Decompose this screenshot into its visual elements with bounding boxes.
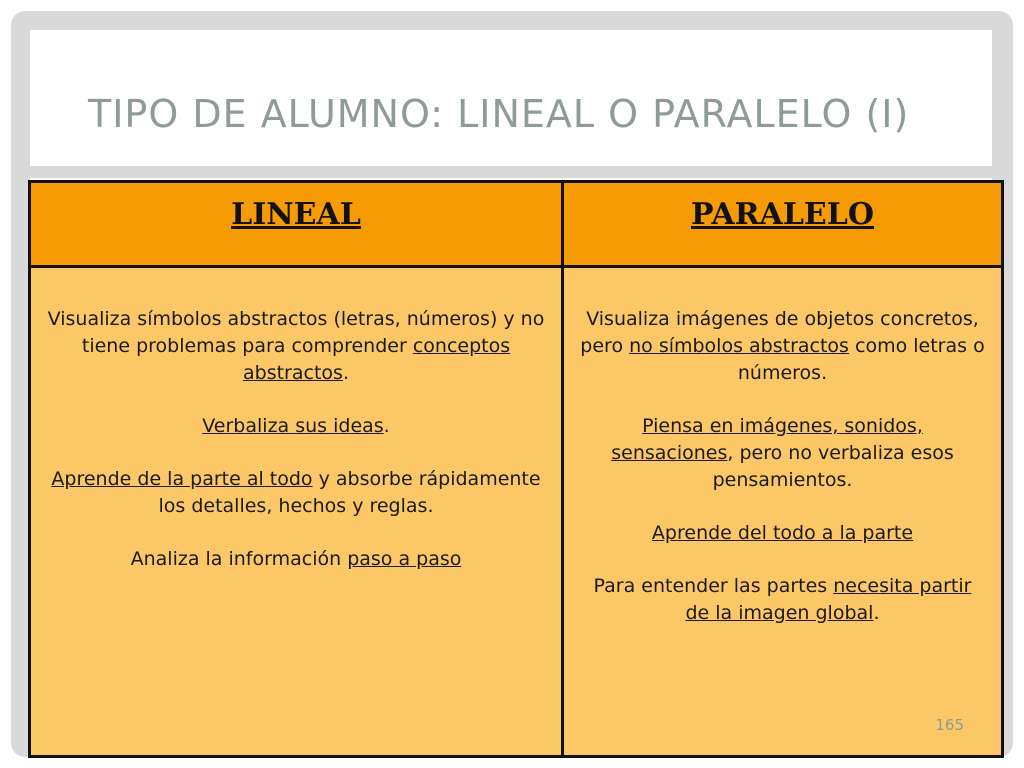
lineal-point-4-underlined: paso a paso — [347, 548, 462, 570]
lineal-point-2 — [47, 413, 545, 440]
paralelo-point-4-end: . — [873, 602, 880, 624]
lineal-point-2-end: . — [383, 415, 390, 437]
paralelo-point-4 — [580, 573, 985, 627]
lineal-point-3 — [47, 466, 545, 520]
paralelo-point-2-text: , pero no verbaliza esos pensamientos. — [712, 442, 954, 491]
paralelo-point-1 — [580, 306, 985, 387]
lineal-point-1-text: Visualiza símbolos abstractos (letras, números) y no tiene problemas para comprender — [47, 308, 545, 357]
paralelo-point-1-end: como letras o números. — [737, 335, 985, 384]
paralelo-cell — [563, 267, 1003, 757]
header-cell-paralelo — [563, 182, 1003, 267]
page-number: 165 — [935, 716, 964, 734]
table-body-row — [30, 267, 1003, 757]
paralelo-point-2 — [580, 413, 985, 494]
header-paralelo: PARALELO — [690, 197, 875, 232]
title-band-divider — [30, 166, 992, 178]
header-cell-lineal — [30, 182, 563, 267]
lineal-point-3-text: y absorbe rápidamente los detalles, hechos y reglas. — [158, 468, 541, 517]
lineal-point-1-end: . — [342, 362, 349, 384]
paralelo-point-4-underlined: necesita partir de la imagen global — [685, 575, 972, 624]
paralelo-point-2-underlined: Piensa en imágenes, sonidos, sensaciones — [611, 415, 923, 464]
lineal-point-2-underlined: Verbaliza sus ideas — [202, 415, 384, 437]
comparison-table — [28, 180, 1004, 758]
paralelo-point-3-underlined: Aprende del todo a la parte — [651, 522, 914, 544]
paralelo-point-4-text: Para entender las partes — [593, 575, 834, 597]
paralelo-point-1-underlined: no símbolos abstractos — [629, 335, 849, 357]
paralelo-point-1-text: Visualiza imágenes de objetos concretos, pero — [580, 308, 979, 357]
paralelo-point-3 — [580, 520, 985, 547]
lineal-point-4 — [47, 546, 545, 573]
lineal-point-1 — [47, 306, 545, 387]
header-lineal: LINEAL — [231, 197, 361, 232]
slide-title: TIPO DE ALUMNO: LINEAL O PARALELO (I) — [88, 92, 910, 136]
lineal-point-1-underlined: conceptos abstractos — [243, 335, 511, 384]
table-header-row — [30, 182, 1003, 267]
lineal-cell — [30, 267, 563, 757]
lineal-point-3-underlined: Aprende de la parte al todo — [51, 468, 313, 490]
lineal-point-4-text: Analiza la información — [130, 548, 348, 570]
